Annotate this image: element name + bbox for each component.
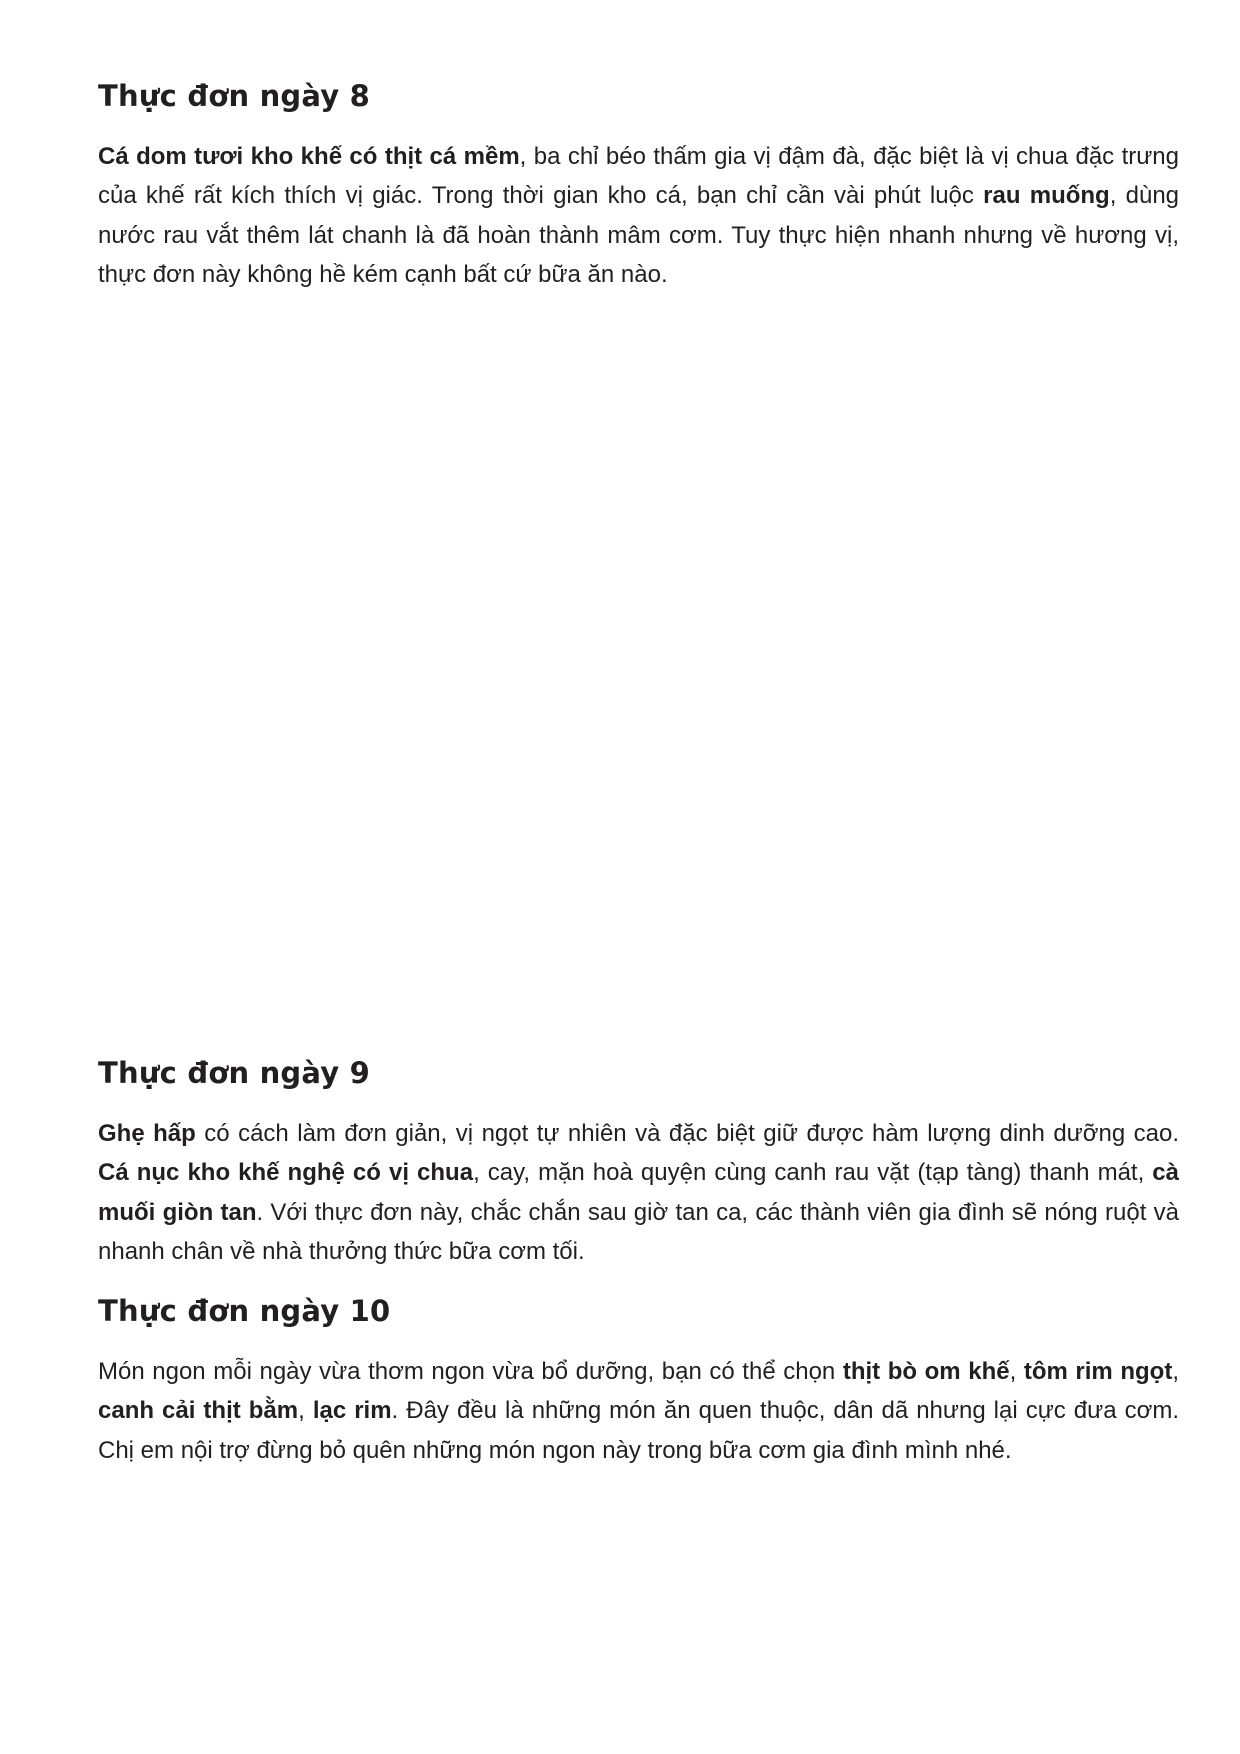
section-day-8 (98, 78, 1179, 294)
text-run: Ghẹ hấp (98, 1120, 196, 1147)
section-day-10 (98, 1293, 1179, 1470)
text-run: , dùng nước rau vắt thêm lát chanh là đã hoàn thành mâm cơm. Tuy thực hiện nhanh nhưng về hương vị, thực đơn này không hề kém cạnh bất cứ bữa ăn nào. (98, 182, 1180, 288)
text-run: lạc rim (312, 1397, 392, 1425)
text-run: , (1009, 1358, 1024, 1385)
text-run: có cách làm đơn giản, vị ngọt tự nhiên và đặc biệt giữ được hàm lượng dinh dưỡng cao. (195, 1120, 1180, 1147)
text-run: Món ngon mỗi ngày vừa thơm ngon vừa bổ dưỡng, bạn có thể chọn (98, 1358, 843, 1385)
text-run: thịt bò om khế (842, 1358, 1010, 1385)
text-run: Cá dom tươi kho khế có thịt cá mềm (98, 143, 520, 170)
text-run: cà muối giòn tan (98, 1159, 1179, 1226)
text-run: . Đây đều là những món ăn quen thuộc, dân dã nhưng lại cực đưa cơm. Chị em nội trợ đừng bỏ quên những món ngon này trong bữa cơm gia đình mình nhé. (98, 1397, 1179, 1464)
heading-day-8: Thực đơn ngày 8 (98, 79, 371, 113)
heading-day-9: Thực đơn ngày 9 (98, 1056, 371, 1090)
text-run: , (298, 1397, 313, 1425)
paragraph-day-10 (98, 1352, 1179, 1470)
heading-day-10: Thực đơn ngày 10 (98, 1294, 391, 1328)
section-day-9 (98, 1055, 1179, 1271)
text-run: Cá nục kho khế nghệ có vị chua (98, 1159, 474, 1187)
text-run: rau muống (983, 182, 1110, 210)
paragraph-day-9 (98, 1114, 1179, 1271)
text-run: , cay, mặn hoà quyện cùng canh rau vặt (tạp tàng) thanh mát, (473, 1159, 1153, 1187)
paragraph-day-8 (98, 137, 1179, 294)
text-run: canh cải thịt bằm (98, 1397, 299, 1425)
text-run: . Với thực đơn này, chắc chắn sau giờ tan ca, các thành viên gia đình sẽ nóng ruột và nhanh chân về nhà thưởng thức bữa cơm tối. (98, 1198, 1179, 1265)
text-run: , (1172, 1358, 1179, 1385)
text-run: , ba chỉ béo thấm gia vị đậm đà, đặc biệt là vị chua đặc trưng của khế rất kích thích vị giác. Trong thời gian kho cá, bạn chỉ cần vài phút luộc (98, 143, 1179, 210)
text-run: tôm rim ngọt (1023, 1358, 1173, 1385)
